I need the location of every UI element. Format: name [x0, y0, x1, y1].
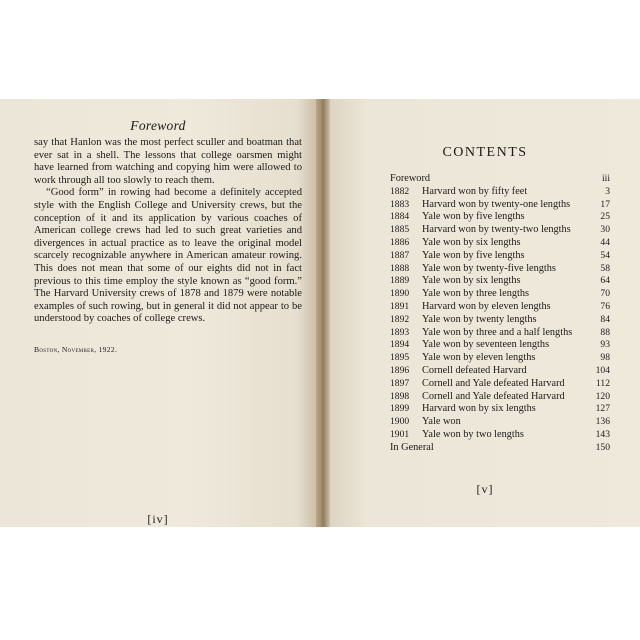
entry-page-number: 25 — [600, 211, 610, 223]
entry-page-number: 58 — [600, 262, 610, 274]
entry-title: Yale won by two lengths — [422, 428, 524, 440]
entry-title: Yale won by three lengths — [422, 288, 530, 300]
contents-title: CONTENTS — [442, 145, 528, 160]
entry-page-number: 76 — [600, 300, 610, 312]
entry-title: Yale won by five lengths — [422, 249, 525, 261]
entry-title: Cornell and Yale defeated Harvard — [422, 390, 565, 402]
paragraph: “Good form” in rowing had become a definitely accepted style with the English College and University crews, but the conception of it and its application by various coaches of American college crews had led to such great varieties and divergences in actual practice as to leave the original model scarcely recognizable anywhere in American amateur rowing. This does not mean that some of our eights did not in fact previous to this time employ the style known as “good form.” The Harvard University crews of 1878 and 1879 were notable examples of such rowing, but in general it did not appear to be understood by coaches of college crews. — [34, 187, 302, 325]
entry-year: 1901 — [390, 428, 410, 440]
contents-entry — [390, 314, 610, 327]
page-number-left: [iv] — [147, 512, 169, 526]
entry-year: 1888 — [390, 262, 410, 274]
book-gutter — [316, 99, 330, 527]
entry-year: 1900 — [390, 416, 410, 428]
entry-title: Harvard won by fifty feet — [422, 185, 528, 197]
entry-title: Harvard won by twenty-two lengths — [422, 224, 571, 236]
entry-year: 1897 — [390, 377, 410, 389]
entry-year: 1891 — [390, 300, 410, 312]
entry-title: Yale won by twenty-five lengths — [422, 262, 556, 274]
entry-title: Yale won by six lengths — [422, 236, 521, 248]
contents-entry — [390, 275, 610, 288]
paragraph: say that Hanlon was the most perfect sculler and boatman that ever sat in a shell. The lessons that college oarsmen might have learned from watching and copying him were allowed to work through all too slowly to reach them. — [34, 137, 302, 186]
entry-page-number: 93 — [600, 339, 610, 351]
running-head: Foreword — [130, 118, 186, 133]
entry-year: 1889 — [390, 275, 410, 287]
entry-title: Yale won by three and a half lengths — [422, 326, 573, 338]
contents-entry — [390, 173, 610, 186]
entry-page-number: 17 — [600, 198, 610, 210]
contents-entry — [390, 237, 610, 250]
contents-entry — [390, 263, 610, 276]
entry-title: Yale won by seventeen lengths — [422, 339, 550, 351]
contents-entry — [390, 224, 610, 237]
entry-title: Yale won by twenty lengths — [422, 313, 537, 325]
dateline: Boston, November, 1922. — [34, 345, 118, 354]
contents-entry — [390, 250, 610, 263]
entry-title: Yale won by six lengths — [422, 275, 521, 287]
entry-year: 1886 — [390, 236, 410, 248]
entry-page-number: 84 — [600, 313, 610, 325]
contents-entry — [390, 327, 610, 340]
entry-year: 1896 — [390, 364, 410, 376]
contents-entry — [390, 416, 610, 429]
entry-title: Harvard won by six lengths — [422, 403, 536, 415]
entry-year: 1887 — [390, 249, 410, 261]
entry-title: Cornell and Yale defeated Harvard — [422, 377, 565, 389]
contents-entry — [390, 186, 610, 199]
entry-page-number: 70 — [600, 288, 610, 300]
entry-title: Harvard won by eleven lengths — [422, 300, 551, 312]
entry-year: 1893 — [390, 326, 410, 338]
contents-entry — [390, 391, 610, 404]
entry-year: 1894 — [390, 339, 410, 351]
contents-entry — [390, 199, 610, 212]
page-number-right: [v] — [476, 482, 494, 496]
entry-page-number: 136 — [595, 416, 610, 428]
entry-title: Harvard won by twenty-one lengths — [422, 198, 571, 210]
entry-title: In General — [390, 441, 434, 453]
entry-year: 1892 — [390, 313, 410, 325]
contents-entry — [390, 288, 610, 301]
entry-page-number: 120 — [595, 390, 610, 402]
contents-entry — [390, 339, 610, 352]
contents-list — [390, 173, 610, 455]
contents-entry — [390, 365, 610, 378]
book-spread — [0, 99, 640, 527]
contents-entry — [390, 301, 610, 314]
entry-year: 1884 — [390, 211, 410, 223]
entry-title: Cornell defeated Harvard — [422, 364, 527, 376]
entry-page-number: 127 — [595, 403, 610, 415]
left-page — [0, 99, 316, 527]
entry-year: 1895 — [390, 352, 410, 364]
entry-year: 1898 — [390, 390, 410, 402]
foreword-text — [34, 137, 302, 326]
entry-title: Foreword — [390, 173, 431, 184]
entry-page-number: iii — [602, 173, 610, 184]
entry-page-number: 98 — [600, 352, 610, 364]
entry-page-number: 88 — [600, 326, 610, 338]
entry-page-number: 112 — [595, 377, 610, 389]
entry-page-number: 150 — [595, 441, 610, 453]
entry-title: Yale won — [422, 416, 461, 428]
entry-title: Yale won by five lengths — [422, 211, 525, 223]
entry-page-number: 104 — [595, 364, 610, 376]
entry-page-number: 44 — [600, 236, 610, 248]
contents-entry — [390, 403, 610, 416]
entry-page-number: 54 — [600, 249, 610, 261]
contents-entry — [390, 352, 610, 365]
entry-page-number: 3 — [605, 185, 610, 197]
entry-year: 1885 — [390, 224, 410, 236]
contents-entry — [390, 429, 610, 442]
entry-page-number: 143 — [595, 428, 610, 440]
entry-year: 1899 — [390, 403, 410, 415]
contents-entry — [390, 211, 610, 224]
entry-year: 1890 — [390, 288, 410, 300]
entry-year: 1882 — [390, 185, 410, 197]
entry-page-number: 64 — [600, 275, 610, 287]
entry-title: Yale won by eleven lengths — [422, 352, 536, 364]
entry-year: 1883 — [390, 198, 410, 210]
contents-entry — [390, 378, 610, 391]
contents-entry — [390, 442, 610, 455]
entry-page-number: 30 — [600, 224, 610, 236]
